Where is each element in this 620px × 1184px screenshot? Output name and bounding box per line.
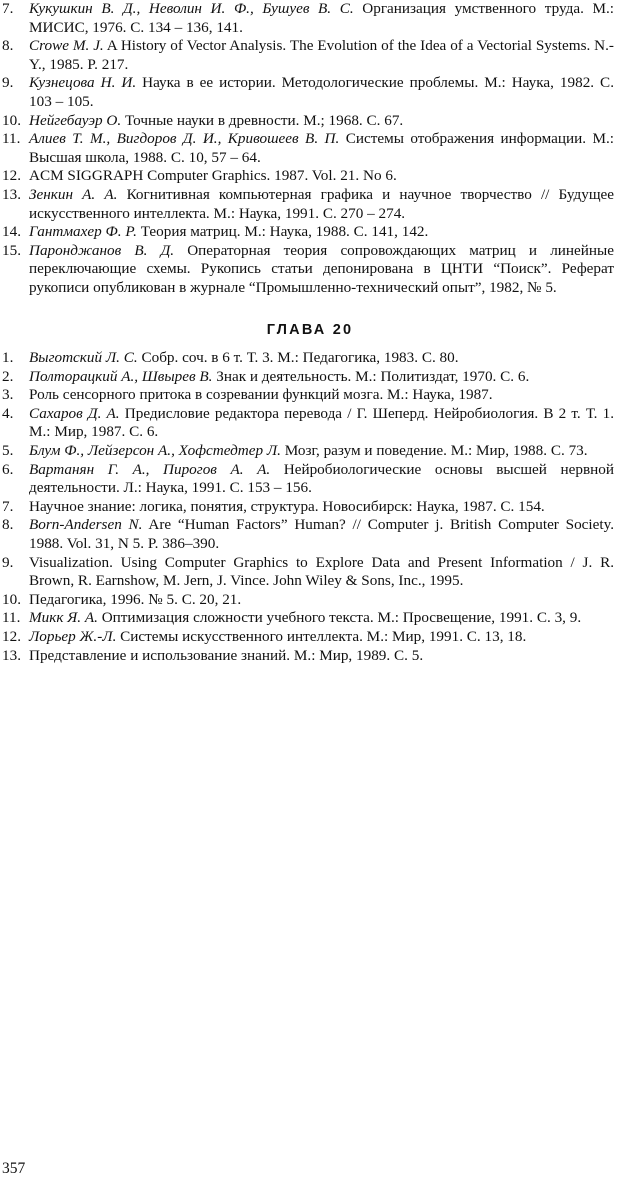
- reference-entry: [2, 516, 614, 553]
- reference-entry: [2, 405, 614, 442]
- reference-author: Микк Я. А.: [29, 609, 98, 627]
- reference-text: ACM SIGGRAPH Computer Graphics. 1987. Vol. 21. No 6.: [29, 167, 397, 185]
- reference-number: 12.: [2, 627, 21, 645]
- reference-entry: [2, 112, 614, 131]
- reference-author: Паронджанов В. Д.: [29, 241, 175, 259]
- reference-number: 11.: [2, 609, 21, 627]
- reference-author: Выготский Л. С.: [29, 349, 138, 366]
- reference-author: Зенкин А. А.: [29, 185, 118, 203]
- page-number: 357: [2, 1160, 26, 1177]
- reference-text: Педагогика, 1996. № 5. С. 20, 21.: [29, 590, 242, 608]
- reference-text: Научное знание: логика, понятия, структура. Новосибирск: Наука, 1987. С. 154.: [29, 497, 545, 515]
- reference-number: 10.: [2, 590, 21, 608]
- reference-text: Предисловие редактора перевода / Г. Шеперд. Нейробиология. В 2 т. Т. 1. М.: Мир, 1987. С. 6.: [29, 404, 614, 441]
- reference-list-chapter-20: [2, 349, 614, 665]
- reference-number: 7.: [2, 497, 14, 515]
- reference-number: 9.: [2, 553, 14, 571]
- reference-entry: [2, 628, 614, 647]
- reference-text: Системы отображения информации. М.: Высшая школа, 1988. С. 10, 57 – 64.: [29, 130, 614, 166]
- reference-number: 11.: [2, 130, 21, 148]
- reference-number: 12.: [2, 167, 21, 185]
- reference-entry: [2, 461, 614, 498]
- reference-text: Наука в ее истории. Методологические проблемы. М.: Наука, 1982. С. 103 – 105.: [29, 74, 614, 110]
- reference-entry: [2, 498, 614, 517]
- reference-number: 6.: [2, 460, 14, 478]
- reference-number: 5.: [2, 441, 14, 459]
- reference-entry: [2, 130, 614, 167]
- reference-entry: [2, 242, 614, 298]
- reference-text: Операторная теория сопровождающих матриц и линейные переключающие схемы. Рукопись статьи депонирована в ЦНТИ “Поиск”. Реферат рукописи опубликован в журнале “Промышленно-технический опыт”, 1982, № 5.: [29, 241, 614, 296]
- reference-number: 2.: [2, 367, 14, 385]
- reference-text: Представление и использование знаний. М.: Мир, 1989. С. 5.: [29, 646, 424, 664]
- reference-number: 15.: [2, 241, 21, 259]
- reference-text: Когнитивная компьютерная графика и научное творчество // Будущее искусственного интеллекта. М.: Наука, 1991. С. 270 – 274.: [29, 185, 614, 222]
- reference-number: 10.: [2, 111, 21, 129]
- reference-entry: [2, 186, 614, 223]
- reference-number: 8.: [2, 516, 14, 534]
- reference-number: 1.: [2, 349, 14, 366]
- reference-text: Теория матриц. М.: Наука, 1988. С. 141, 142.: [136, 223, 429, 241]
- reference-text: Мозг, разум и поведение. М.: Мир, 1988. С. 73.: [280, 441, 588, 459]
- reference-entry: [2, 167, 614, 186]
- reference-number: 3.: [2, 386, 14, 404]
- reference-entry: [2, 554, 614, 591]
- reference-number: 8.: [2, 37, 14, 55]
- reference-number: 7.: [2, 0, 14, 17]
- reference-author: Кузнецова Н. И.: [29, 74, 137, 92]
- reference-author: Кукушкин В. Д., Неволин И. Ф., Бушуев В. С.: [29, 0, 354, 17]
- reference-text: Организация умственного труда. М.: МИСИС, 1976. С. 134 – 136, 141.: [29, 0, 614, 36]
- reference-entry: [2, 223, 614, 242]
- reference-author: Нейгебауэр О.: [29, 111, 122, 129]
- reference-entry: [2, 368, 614, 387]
- reference-number: 9.: [2, 74, 14, 92]
- reference-text: Роль сенсорного притока в созревании функций мозга. М.: Наука, 1987.: [29, 386, 493, 404]
- reference-author: Born-Andersen N.: [29, 516, 143, 534]
- reference-entry: [2, 74, 614, 111]
- reference-entry: [2, 349, 614, 368]
- reference-author: Crowe M. J.: [29, 37, 104, 55]
- reference-author: Гантмахер Ф. Р.: [29, 223, 137, 241]
- reference-list-previous-chapter: [2, 0, 614, 298]
- reference-entry: [2, 37, 614, 74]
- reference-author: Лорьер Ж.-Л.: [29, 627, 117, 645]
- reference-entry: [2, 647, 614, 666]
- reference-author: Алиев Т. М., Вигдоров Д. И., Кривошеев В. П.: [29, 130, 340, 148]
- reference-text: Оптимизация сложности учебного текста. М.: Просвещение, 1991. С. 3, 9.: [97, 609, 582, 627]
- chapter-heading: ГЛАВА 20: [266, 322, 354, 338]
- reference-text: Нейробиологические основы высшей нервной деятельности. Л.: Наука, 1991. С. 153 – 156.: [29, 460, 614, 497]
- reference-author: Сахаров Д. А.: [29, 404, 120, 422]
- reference-number: 13.: [2, 646, 21, 664]
- reference-entry: [2, 591, 614, 610]
- reference-author: Полторацкий А., Швырев В.: [29, 367, 213, 385]
- reference-text: Точные науки в древности. М.; 1968. С. 67.: [121, 111, 404, 129]
- reference-number: 13.: [2, 185, 21, 203]
- reference-entry: [2, 442, 614, 461]
- reference-entry: [2, 386, 614, 405]
- reference-text: Are “Human Factors” Human? // Computer j. British Computer Society. 1988. Vol. 31, N 5. P. 386–390.: [29, 516, 614, 552]
- reference-text: A History of Vector Analysis. The Evolution of the Idea of a Vectorial Systems. N.-Y., 1985. P. 217.: [29, 37, 614, 73]
- reference-entry: [2, 0, 614, 37]
- reference-text: Знак и деятельность. М.: Политиздат, 1970. С. 6.: [212, 367, 530, 385]
- reference-number: 14.: [2, 223, 21, 241]
- reference-text: Visualization. Using Computer Graphics to Explore Data and Present Information / J. R. Brown, R. Earnshow, M. Jern, J. Vince. John Wiley & Sons, Inc., 1995.: [29, 553, 614, 590]
- reference-author: Блум Ф., Лейзерсон А., Хофстедтер Л.: [29, 441, 281, 459]
- reference-author: Вартанян Г. А., Пирогов А. А.: [29, 460, 271, 478]
- reference-text: Системы искусственного интеллекта. М.: Мир, 1991. С. 13, 18.: [116, 627, 527, 645]
- reference-entry: [2, 609, 614, 628]
- reference-number: 4.: [2, 404, 14, 422]
- reference-text: Собр. соч. в 6 т. Т. 3. М.: Педагогика, 1983. С. 80.: [137, 349, 459, 366]
